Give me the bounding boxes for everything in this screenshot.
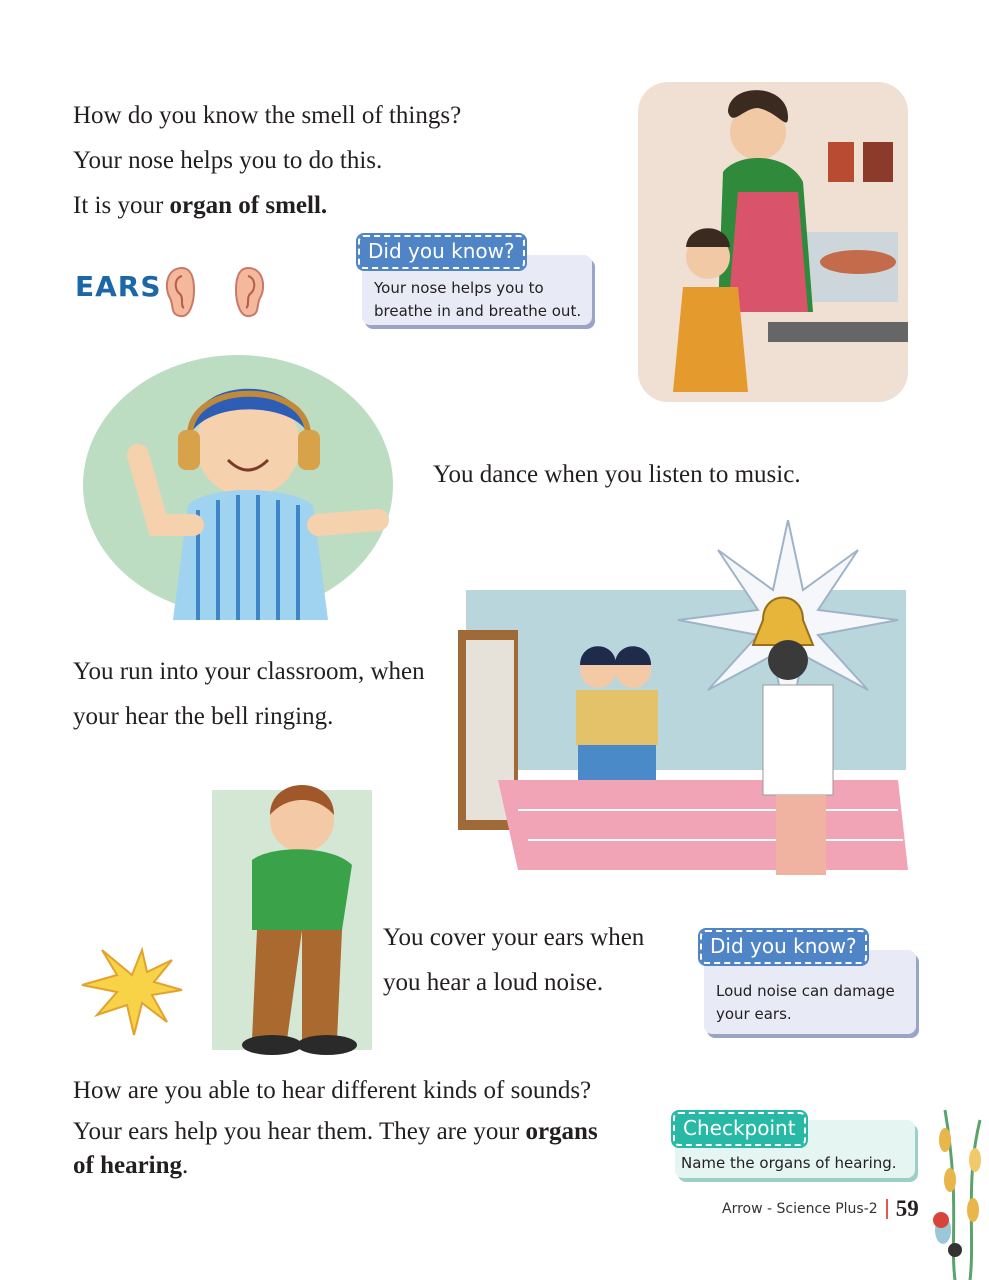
school-bell-illustration [458,520,920,880]
cover-line-1: You cover your ears when [383,924,645,951]
hearing-line-1: How are you able to hear different kinds of sounds? [73,1077,592,1104]
page-number: 59 [895,1196,919,1221]
did-you-know-box-noise [704,934,916,1034]
did-you-know-tag: Did you know? [358,235,525,269]
callout-line: Your nose helps you to [374,279,544,297]
callout-line: your ears. [716,1005,792,1023]
callout-line: breathe in and breathe out. [374,302,582,320]
checkpoint-text: Name the organs of hearing. [681,1154,897,1172]
hearing-paragraph [73,1068,653,1181]
hearing-line-2-prefix: Your ears help you hear them. They are your [73,1118,526,1145]
dance-paragraph: You dance when you listen to music. [433,461,801,488]
checkpoint-box [675,1116,915,1178]
ear-icon [160,262,270,320]
footer-divider [886,1199,888,1219]
did-you-know-box-nose [362,239,592,325]
smell-line-3-prefix: It is your [73,192,170,219]
smell-paragraph [73,93,613,228]
cover-paragraph [383,915,673,1005]
cover-line-2: you hear a loud noise. [383,969,604,996]
floral-decoration-icon [915,1100,989,1280]
hearing-line-3-suffix: . [182,1152,189,1179]
hearing-line-2 [73,1113,653,1151]
book-title: Arrow - Science Plus-2 [722,1201,878,1217]
smell-line-1: How do you know the smell of things? [73,102,462,129]
mother-cooking-illustration [628,72,920,412]
hearing-line-3-bold: of hearing [73,1152,183,1179]
run-line-2: your hear the bell ringing. [73,703,334,730]
checkpoint-tag: Checkpoint [673,1112,806,1146]
smell-line-3-bold: organ of smell. [169,192,328,219]
hearing-line-3 [73,1151,653,1181]
smell-line-2: Your nose helps you to do this. [73,147,383,174]
ears-heading: EARS [75,270,162,303]
boy-covering-ears-illustration [72,760,372,1060]
run-paragraph [73,649,453,739]
hearing-line-2-bold: organs [525,1118,598,1145]
boy-headphones-illustration [78,335,418,625]
smell-line-3 [73,183,613,228]
page-footer [722,1196,919,1222]
run-line-1: You run into your classroom, when [73,658,425,685]
callout-line: Loud noise can damage [716,982,895,1000]
did-you-know-tag: Did you know? [700,930,867,964]
